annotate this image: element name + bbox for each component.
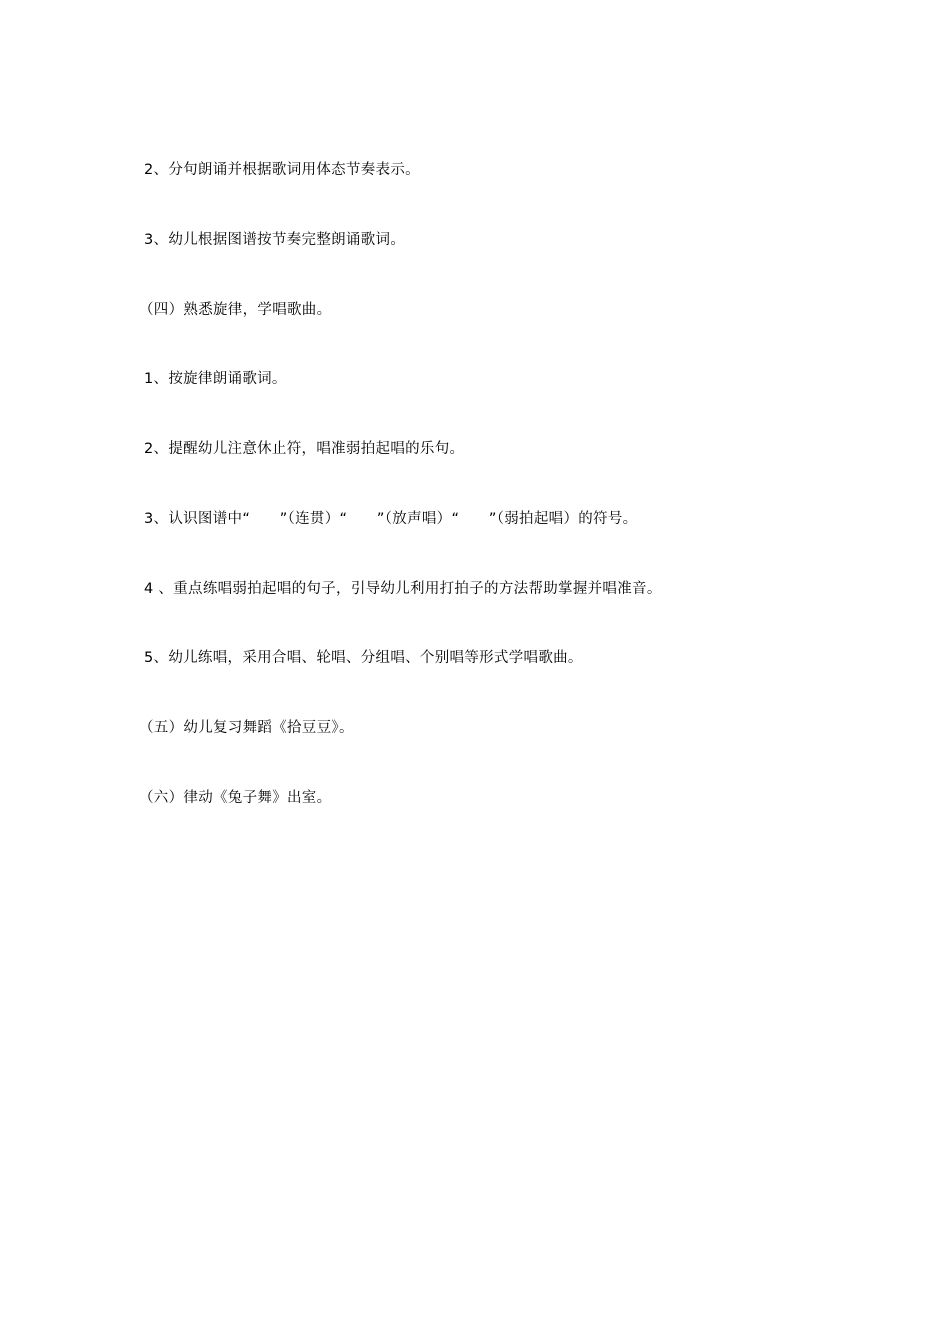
step-2-phrase-recitation: 2、分句朗诵并根据歌词用体态节奏表示。 — [144, 162, 420, 178]
section-4-heading: （四）熟悉旋律，学唱歌曲。 — [139, 302, 332, 318]
section-5-dance-review: （五）幼儿复习舞蹈《拾豆豆》。 — [139, 720, 354, 736]
step-2-rest-reminder: 2、提醒幼儿注意休止符，唱准弱拍起唱的乐句。 — [144, 441, 465, 457]
step-3-full-recitation: 3、幼儿根据图谱按节奏完整朗诵歌词。 — [144, 232, 406, 248]
step-5-singing-practice: 5、幼儿练唱，采用合唱、轮唱、分组唱、个别唱等形式学唱歌曲。 — [144, 650, 583, 666]
step-3-symbol-recognition: 3、认识图谱中“ ”（连贯）“ ”（放声唱）“ ”（弱拍起唱）的符号。 — [144, 511, 638, 527]
step-4-focus-practice: 4 、重点练唱弱拍起唱的句子，引导幼儿利用打拍子的方法帮助掌握并唱准音。 — [144, 581, 662, 597]
section-6-rhythm-exit: （六）律动《兔子舞》出室。 — [139, 790, 332, 806]
step-1-melody-recitation: 1、按旋律朗诵歌词。 — [144, 371, 287, 387]
